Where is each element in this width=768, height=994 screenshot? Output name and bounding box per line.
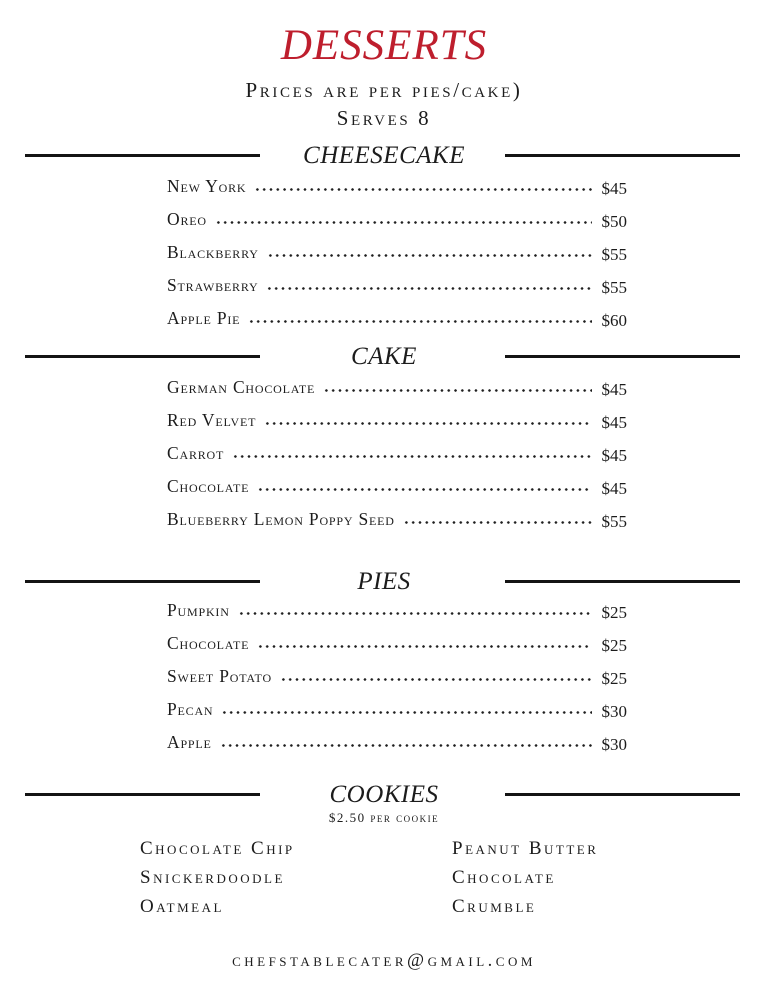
item-price: $45 — [601, 380, 627, 400]
item-price: $30 — [601, 735, 627, 755]
cookie-item: Oatmeal — [140, 896, 224, 918]
contact-email: chefstablecater@gmail.com — [232, 951, 536, 972]
dot-leader — [264, 421, 591, 426]
item-name: Pumpkin — [167, 600, 230, 621]
page-title: DESSERTS — [280, 22, 488, 69]
cookie-column-right — [452, 834, 768, 921]
item-name: German Chocolate — [167, 377, 316, 398]
item-name: New York — [167, 176, 247, 197]
menu-item — [167, 700, 627, 733]
cookie-item: Snickerdoodle — [140, 867, 285, 889]
item-price: $55 — [601, 512, 627, 532]
item-name: Pecan — [167, 699, 214, 720]
menu-item — [167, 411, 627, 444]
item-name: Red Velvet — [167, 410, 257, 431]
cookie-flavor-list — [140, 834, 768, 921]
cookie-item: Chocolate Chip — [140, 838, 295, 860]
section-title: COOKIES — [329, 781, 439, 809]
menu-item — [167, 210, 627, 243]
dot-leader — [221, 710, 591, 715]
item-price: $30 — [601, 702, 627, 722]
dot-leader — [248, 319, 591, 324]
cookie-item: Crumble — [452, 896, 537, 918]
item-price: $45 — [601, 479, 627, 499]
item-price: $50 — [601, 212, 627, 232]
dot-leader — [323, 388, 591, 393]
item-price: $45 — [601, 413, 627, 433]
menu-item — [167, 667, 627, 700]
item-price: $45 — [601, 446, 627, 466]
item-name: Chocolate — [167, 476, 250, 497]
divider-line-right — [505, 355, 740, 358]
menu-item — [167, 601, 627, 634]
menu-subtitle-pricing: Prices are per pies/cake) — [245, 78, 523, 102]
pies-item-list — [167, 601, 627, 766]
menu-item — [167, 309, 627, 342]
dot-leader — [257, 644, 591, 649]
divider-line-left — [25, 355, 260, 358]
section-title: CAKE — [351, 343, 417, 371]
dot-leader — [220, 743, 592, 748]
dot-leader — [403, 520, 592, 525]
item-price: $45 — [601, 179, 627, 199]
dot-leader — [267, 253, 592, 258]
menu-item — [167, 733, 627, 766]
dot-leader — [266, 286, 591, 291]
item-price: $25 — [601, 636, 627, 656]
item-name: Apple Pie — [167, 308, 241, 329]
cake-item-list — [167, 378, 627, 543]
divider-line-right — [505, 154, 740, 157]
dot-leader — [238, 611, 592, 616]
section-title: CHEESECAKE — [303, 142, 465, 170]
item-name: Sweet Potato — [167, 666, 272, 687]
item-name: Strawberry — [167, 275, 259, 296]
menu-item — [167, 276, 627, 309]
menu-item — [167, 510, 627, 543]
menu-item — [167, 477, 627, 510]
divider-line-right — [505, 580, 740, 583]
cookie-column-left — [140, 834, 452, 921]
menu-item — [167, 243, 627, 276]
cheesecake-item-list — [167, 177, 627, 342]
divider-line-right — [505, 793, 740, 796]
divider-line-left — [25, 154, 260, 157]
menu-item — [167, 378, 627, 411]
item-name: Oreo — [167, 209, 207, 230]
section-header-cake — [0, 342, 768, 372]
item-price: $55 — [601, 245, 627, 265]
cookie-item: Chocolate — [452, 867, 556, 889]
section-header-cheesecake — [0, 141, 768, 171]
menu-item — [167, 444, 627, 477]
dot-leader — [280, 677, 592, 682]
menu-item — [167, 177, 627, 210]
cookies-price-note: $2.50 per cookie — [328, 810, 440, 826]
item-price: $25 — [601, 603, 627, 623]
item-name: Blueberry Lemon Poppy Seed — [167, 509, 395, 530]
item-price: $60 — [601, 311, 627, 331]
section-header-pies — [0, 567, 768, 597]
item-name: Apple — [167, 732, 212, 753]
dot-leader — [232, 454, 591, 459]
item-name: Blackberry — [167, 242, 259, 263]
dot-leader — [254, 187, 591, 192]
item-name: Chocolate — [167, 633, 250, 654]
section-title: PIES — [357, 568, 411, 596]
divider-line-left — [25, 793, 260, 796]
menu-item — [167, 634, 627, 667]
item-price: $25 — [601, 669, 627, 689]
item-name: Carrot — [167, 443, 225, 464]
divider-line-left — [25, 580, 260, 583]
menu-subtitle-serves: Serves 8 — [336, 105, 432, 130]
section-header-cookies — [0, 780, 768, 810]
item-price: $55 — [601, 278, 627, 298]
dot-leader — [215, 220, 592, 225]
cookie-item: Peanut Butter — [452, 838, 599, 860]
dot-leader — [257, 487, 591, 492]
